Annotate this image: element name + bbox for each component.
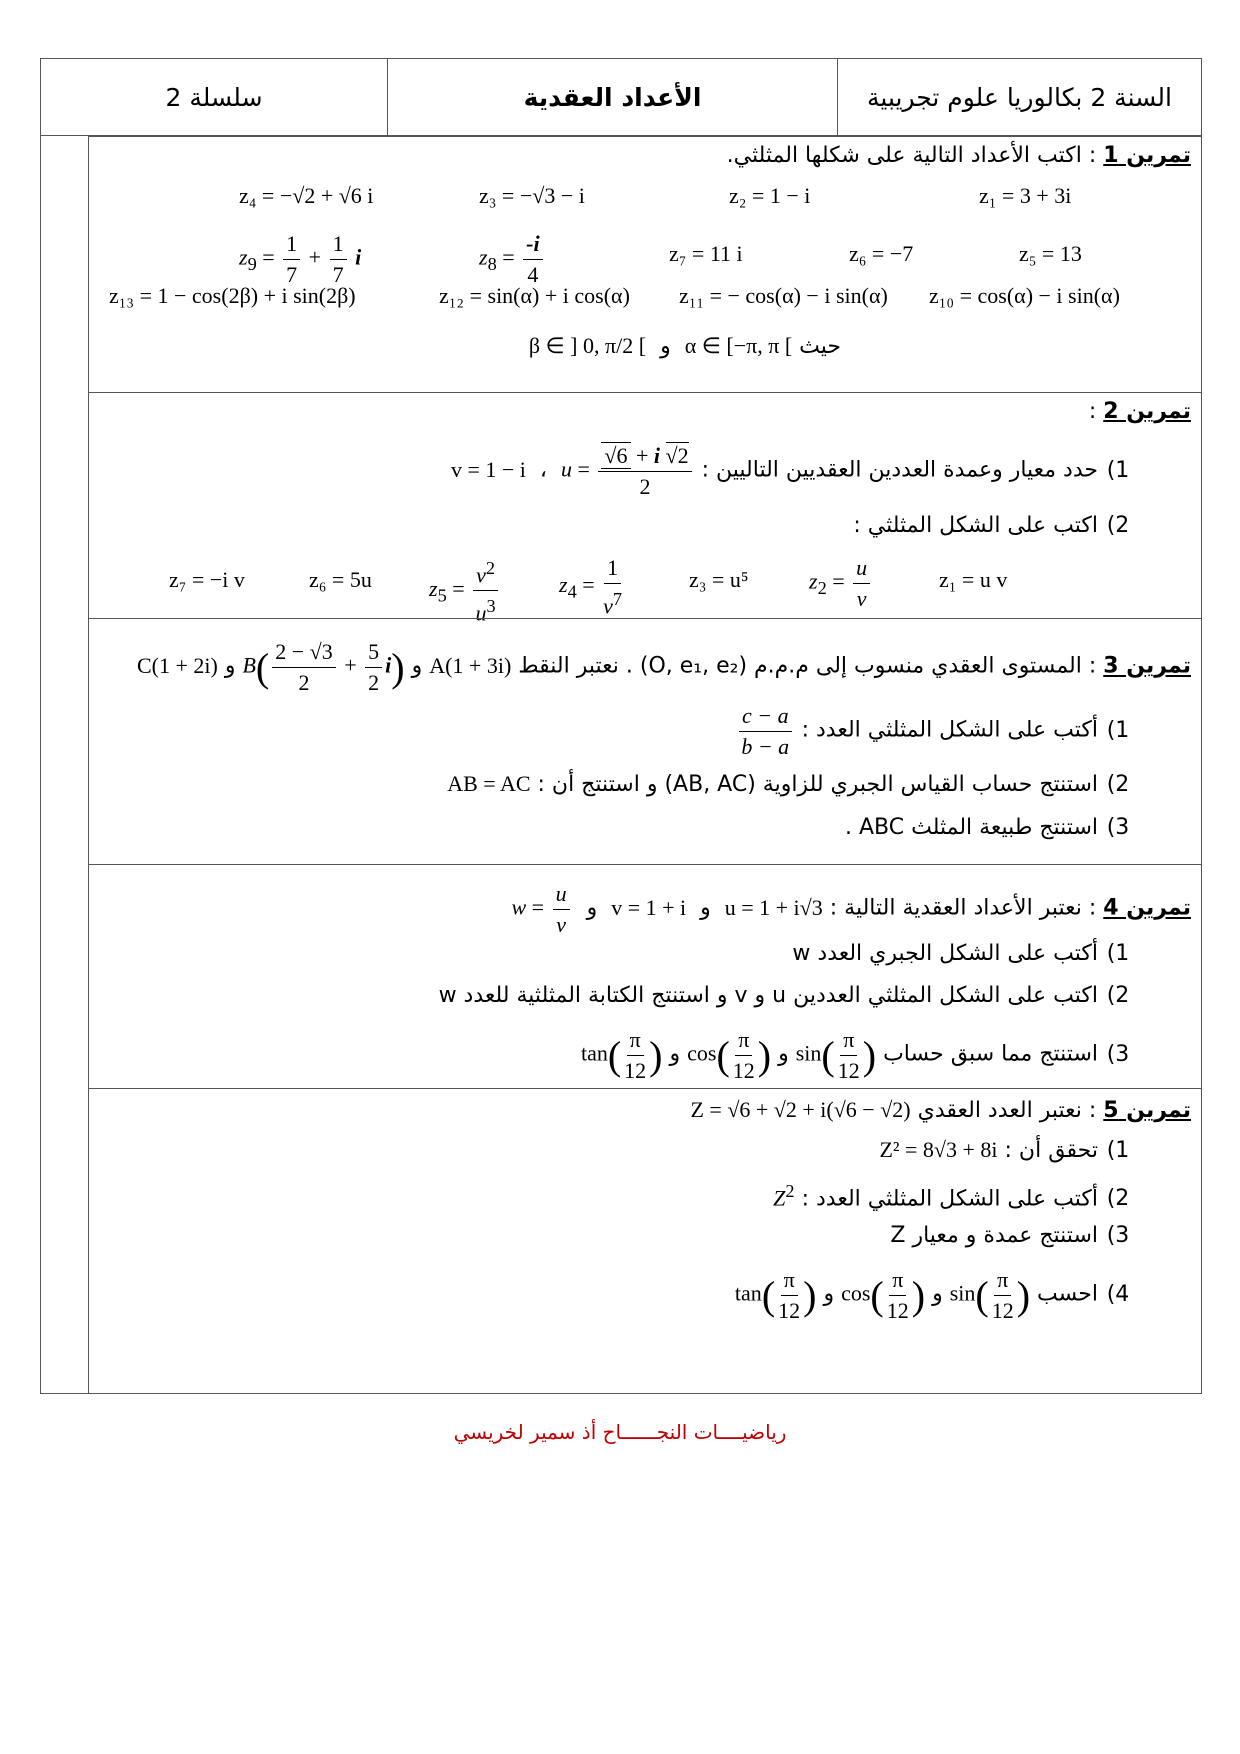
ex4-prompt: : نعتبر الأعداد العقدية التالية : xyxy=(829,895,1097,921)
ex2-z4: $z_4$ = $\frac{1}{v^7}$ xyxy=(559,555,623,619)
level-text: السنة 2 بكالوريا علوم تجريبية xyxy=(867,82,1172,112)
point-a: A(1 + 3i) xyxy=(429,652,512,678)
point-b: B( $\frac{2 - √3}{2}$ + $\frac{5}{2}$ i) xyxy=(242,639,405,695)
exercise-1 xyxy=(89,136,1201,393)
ex4-q3-text: استنتج مما سبق حساب xyxy=(883,1041,1098,1067)
exercise-4 xyxy=(89,864,1201,1089)
z10: z₁₀ = cos(α) − i sin(α) xyxy=(929,283,1120,308)
z6: z₆ = −7 xyxy=(849,241,914,266)
z3: z₃ = −√3 − i xyxy=(479,183,585,208)
u-def: u = $\frac{√6 + i √2}{2}$ xyxy=(561,441,695,502)
ex2-z6: z₆ = 5u xyxy=(309,567,372,592)
exercises-table xyxy=(40,136,1202,1394)
beta-range: β ∈ ] 0, π/2 [ xyxy=(528,333,647,358)
ex4-prompt-line: تمرين 4 : نعتبر الأعداد العقدية التالية : u = 1 + i√3 و v = 1 + i و w = $\frac{u}{v}$ xyxy=(89,879,1191,940)
ex2-q1-text: حدد معيار وعمدة العددين العقديين التاليين : xyxy=(701,457,1098,483)
ex5-q1-eq: Z² = 8√3 + 8i xyxy=(879,1137,998,1162)
ex5-z: Z = √6 + √2 + i(√6 − √2) xyxy=(690,1097,911,1122)
z13: z₁₃ = 1 − cos(2β) + i sin(2β) xyxy=(109,283,356,308)
and-2: و xyxy=(224,653,236,679)
title-cell xyxy=(387,59,837,135)
ex4-q2-text: اكتب على الشكل المثلثي العددين u و v و استنتج الكتابة المثلثية للعدد w xyxy=(438,983,1098,1008)
ex3-q2: 2) استنتج حساب القياس الجبري للزاوية (AB, AC) و استنتج أن : AB = AC xyxy=(447,771,1130,797)
ex4-u: u = 1 + i√3 xyxy=(724,894,823,920)
point-c: C(1 + 2i) xyxy=(136,652,218,678)
exercise-2 xyxy=(89,392,1201,626)
ex3-q3: 3) استنتج طبيعة المثلث ABC . xyxy=(844,815,1130,840)
ex2-q2-text: اكتب على الشكل المثلثي : xyxy=(853,513,1098,538)
ex1-prompt-line xyxy=(89,143,1191,168)
ex1-conditions xyxy=(89,333,841,359)
ex1-row2 xyxy=(89,219,1189,287)
series-cell xyxy=(41,59,387,135)
ex2-z3: z₃ = u⁵ xyxy=(689,567,749,592)
ex2-row xyxy=(89,553,1189,626)
ex2-z2: $z_2$ = $\frac{u}{v}$ xyxy=(809,553,873,614)
ex2-title xyxy=(89,399,1191,424)
ex3-q3-text: استنتج طبيعة المثلث ABC . xyxy=(844,815,1098,840)
ex2-z5: $z_5$ = $\frac{v^2}{u^3}$ xyxy=(429,553,501,629)
ex3-q1-text: أكتب على الشكل المثلثي العدد : xyxy=(801,717,1098,743)
z12: z₁₂ = sin(α) + i cos(α) xyxy=(439,283,630,308)
ex5-q1: 1) تحقق أن : Z² = 8√3 + 8i xyxy=(879,1137,1130,1163)
ex2-q1: 1) حدد معيار وعمدة العددين العقديين التاليين : u = $\frac{√6 + i √2}{2}$ ، v = 1 − i xyxy=(89,441,1131,502)
z1: z₁ = 3 + 3i xyxy=(979,183,1072,208)
ex4-w: w = $\frac{u}{v}$ xyxy=(511,879,572,940)
ex4-q1: 1) أكتب على الشكل الجبري العدد w xyxy=(792,941,1130,966)
page-title: الأعداد العقدية xyxy=(523,82,702,112)
ex5-prompt: : نعتبر العدد العقدي xyxy=(917,1098,1097,1123)
ex5-q3-text: استنتج عمدة و معيار Z xyxy=(890,1223,1098,1248)
ex5-q4-text: احسب xyxy=(1037,1281,1098,1307)
v-def: v = 1 − i xyxy=(450,456,526,482)
header-table xyxy=(40,58,1202,136)
ex5-q1-text: تحقق أن : xyxy=(1004,1138,1098,1163)
ex5-prompt-line xyxy=(89,1097,1191,1123)
ab-eq-ac: AB = AC xyxy=(447,771,531,796)
ex5-label: تمرين 5 xyxy=(1103,1098,1191,1123)
ex4-q2: 2) اكتب على الشكل المثلثي العددين u و v و استنتج الكتابة المثلثية للعدد w xyxy=(438,983,1130,1008)
z9: $z_9$ = $\frac{1}{7}$ + $\frac{1}{7}$ i xyxy=(239,231,362,287)
exercise-5 xyxy=(89,1088,1201,1395)
ex4-v: v = 1 + i xyxy=(611,894,687,920)
ex3-prompt-line xyxy=(89,637,1191,698)
ex5-q2: 2) أكتب على الشكل المثلثي العدد : $Z^2$ xyxy=(773,1181,1130,1212)
ex4-q3: 3) استنتج مما سبق حساب sin( $\frac{\pi}{12}$ ) و cos( $\frac{\pi}{12}$ ) و tan( $\frac{\pi}{12}$ ) xyxy=(580,1027,1130,1083)
ex2-z7: z₇ = −i v xyxy=(169,567,245,592)
z8: $z_8$ = $\frac{-i}{4}$ xyxy=(479,229,546,290)
level-cell xyxy=(837,59,1201,135)
ex4-label: تمرين 4 xyxy=(1103,895,1191,921)
z11: z₁₁ = − cos(α) − i sin(α) xyxy=(679,283,888,308)
ex1-prompt: : اكتب الأعداد التالية على شكلها المثلثي. xyxy=(726,143,1097,168)
ex2-z1: z₁ = u v xyxy=(939,567,1008,592)
ex2-label: تمرين 2 xyxy=(1103,399,1191,424)
ex2-q2: 2) اكتب على الشكل المثلثي : xyxy=(853,513,1130,538)
ex3-q1: 1) أكتب على الشكل المثلثي العدد : $\frac{c - a}{b - a}$ xyxy=(89,701,1131,762)
and-text: و xyxy=(660,334,671,359)
ex3-label: تمرين 3 xyxy=(1103,653,1191,679)
where-text: حيث xyxy=(799,334,841,359)
exercise-3 xyxy=(89,618,1201,865)
z4: z₄ = −√2 + √6 i xyxy=(239,183,374,208)
alpha-range: α ∈ [−π, π [ xyxy=(684,333,793,358)
z5: z₅ = 13 xyxy=(1019,241,1082,266)
z7: z₇ = 11 i xyxy=(669,241,743,266)
ex3-q2-text: استنتج حساب القياس الجبري للزاوية (AB, AC) و استنتج أن : xyxy=(537,772,1098,797)
ex5-q3: 3) استنتج عمدة و معيار Z xyxy=(890,1223,1130,1248)
ex3-prompt: : المستوى العقدي منسوب إلى م.م.م (O, e₁, e₂) . نعتبر النقط xyxy=(518,653,1097,679)
series-text: سلسلة 2 xyxy=(165,82,263,112)
ex1-label: تمرين 1 xyxy=(1103,143,1191,168)
ex2-colon: : xyxy=(1088,399,1097,424)
z2: z₂ = 1 − i xyxy=(729,183,811,208)
ex5-q4: 4) احسب sin( $\frac{\pi}{12}$ ) و cos( $\frac{\pi}{12}$ ) و tan( $\frac{\pi}{12}$ ) xyxy=(734,1267,1130,1323)
footer: رياضيــــات النجــــــاح أذ سمير لخريسي xyxy=(453,1420,787,1444)
and-1: و xyxy=(411,653,423,679)
ex5-q2-text: أكتب على الشكل المثلثي العدد : xyxy=(801,1186,1098,1212)
ex4-q1-text: أكتب على الشكل الجبري العدد w xyxy=(792,941,1098,966)
